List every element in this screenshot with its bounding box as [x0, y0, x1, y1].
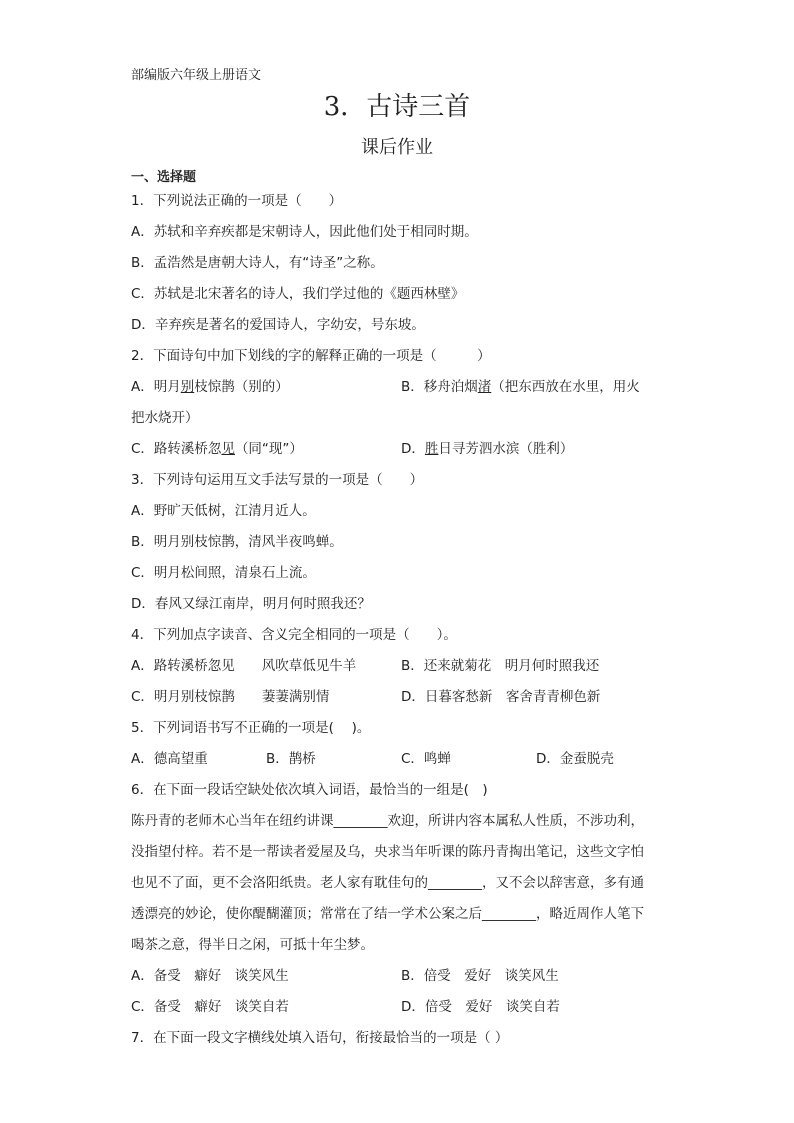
- question-5-option-b: B．鹊桥: [266, 751, 316, 767]
- question-6-option-a: A．备受 癖好 谈笑风生: [131, 968, 289, 984]
- question-2-option-b-continued: 把水烧开）: [131, 410, 199, 426]
- option-text: D．: [401, 441, 425, 457]
- question-1-stem: 1．下列说法正确的一项是（ ）: [131, 193, 343, 209]
- page-title: 3．古诗三首: [323, 92, 471, 122]
- section-title: 一、选择题: [131, 170, 197, 185]
- passage-line: 也见不了面，更不会洛阳纸贵。老人家有耽佳句的________，又不会以辞害意，多有通: [131, 875, 644, 891]
- question-5-option-c: C．鸣蝉: [401, 751, 451, 767]
- question-2-options-cd: [131, 437, 671, 468]
- question-6-option-b: B．倍受 爱好 谈笑风生: [401, 968, 559, 984]
- underlined-char: 渚: [477, 379, 492, 395]
- page-subtitle: 课后作业: [361, 137, 433, 158]
- question-2-option-d: [401, 437, 671, 468]
- document-header: 部编版六年级上册语文: [131, 68, 262, 83]
- underlined-char: 见: [221, 441, 235, 457]
- question-2-option-c: [131, 437, 401, 468]
- question-2-options-ab: [131, 375, 671, 406]
- question-6-option-d: D．倍受 爱好 谈笑自若: [401, 999, 560, 1015]
- question-2-stem: 2．下面诗句中加下划线的字的解释正确的一项是（ ）: [131, 348, 491, 364]
- question-2-option-a: [131, 375, 401, 406]
- question-4-options-cd: [131, 685, 671, 716]
- option-text: （把东西放在水里，用火: [491, 379, 640, 395]
- passage-line: 透漂亮的妙论，使你醍醐灌顶；常常在了结一学术公案之后________，略近周作人笔下: [131, 906, 644, 922]
- option-text: 日寻芳泗水滨（胜利）: [438, 441, 574, 457]
- question-5-stem: 5．下列词语书写不正确的一项是( )。: [131, 720, 371, 736]
- question-list: [131, 189, 671, 1057]
- passage-line: 没指望付梓。若不是一帮读者爱屋及乌，央求当年听课的陈丹青掏出笔记，这些文字怕: [131, 844, 644, 860]
- question-3-stem: 3．下列诗句运用互文手法写景的一项是（ ）: [131, 472, 424, 488]
- question-1-option-b: B．孟浩然是唐朝大诗人，有“诗圣”之称。: [131, 255, 384, 271]
- underlined-char: 胜: [424, 441, 439, 457]
- question-6-stem: 6．在下面一段话空缺处依次填入词语，最恰当的一组是( ): [131, 782, 488, 798]
- question-6-options-cd: [131, 995, 671, 1026]
- question-3-option-c: C．明月松间照，清泉石上流。: [131, 565, 316, 581]
- question-7-stem: 7．在下面一段文字横线处填入语句，衔接最恰当的一项是（ ）: [131, 1030, 509, 1046]
- question-4-option-d: D．日暮客愁新 客舍青青柳色新: [401, 689, 601, 705]
- question-4-options-ab: [131, 654, 671, 685]
- question-6-options-ab: [131, 964, 671, 995]
- passage-line: 喝茶之意，得半日之闲，可抵十年尘梦。: [131, 937, 374, 953]
- question-1-option-c: C．苏轼是北宋著名的诗人，我们学过他的《题西林壁》: [131, 286, 465, 302]
- question-1-option-d: D．辛弃疾是著名的爱国诗人，字幼安，号东坡。: [131, 317, 425, 333]
- question-1-option-a: A．苏轼和辛弃疾都是宋朝诗人，因此他们处于相同时期。: [131, 224, 478, 240]
- underlined-char: 别: [180, 379, 195, 395]
- question-6-option-c: C．备受 癖好 谈笑自若: [131, 999, 289, 1015]
- question-5-option-d: D．金蚕脱壳: [536, 751, 614, 767]
- question-5-options: [131, 747, 671, 778]
- question-6-passage: [131, 809, 671, 964]
- passage-line: 陈丹青的老师木心当年在纽约讲课________欢迎，所讲内容本属私人性质，不涉功利，: [131, 813, 644, 829]
- question-4-option-a: A．路转溪桥忽见 风吹草低见牛羊: [131, 658, 357, 674]
- question-4-option-c: C．明月别枝惊鹊 萋萋满别情: [131, 689, 330, 705]
- option-text: （同“现”）: [234, 441, 303, 457]
- question-2-option-b: [401, 375, 671, 406]
- question-4-stem: 4．下列加点字读音、含义完全相同的一项是（ ）。: [131, 627, 457, 643]
- question-5-option-a: A．德高望重: [131, 751, 208, 767]
- question-4-option-b: B．还来就菊花 明月何时照我还: [401, 658, 600, 674]
- option-text: 枝惊鹊（别的）: [194, 379, 289, 395]
- option-text: B．移舟泊烟: [401, 379, 478, 395]
- option-text: C．路转溪桥忽: [131, 441, 222, 457]
- question-3-option-a: A．野旷天低树，江清月近人。: [131, 503, 316, 519]
- option-text: A．明月: [131, 379, 181, 395]
- question-3-option-b: B．明月别枝惊鹊，清风半夜鸣蝉。: [131, 534, 343, 550]
- question-3-option-d: D．春风又绿江南岸，明月何时照我还？: [131, 596, 371, 612]
